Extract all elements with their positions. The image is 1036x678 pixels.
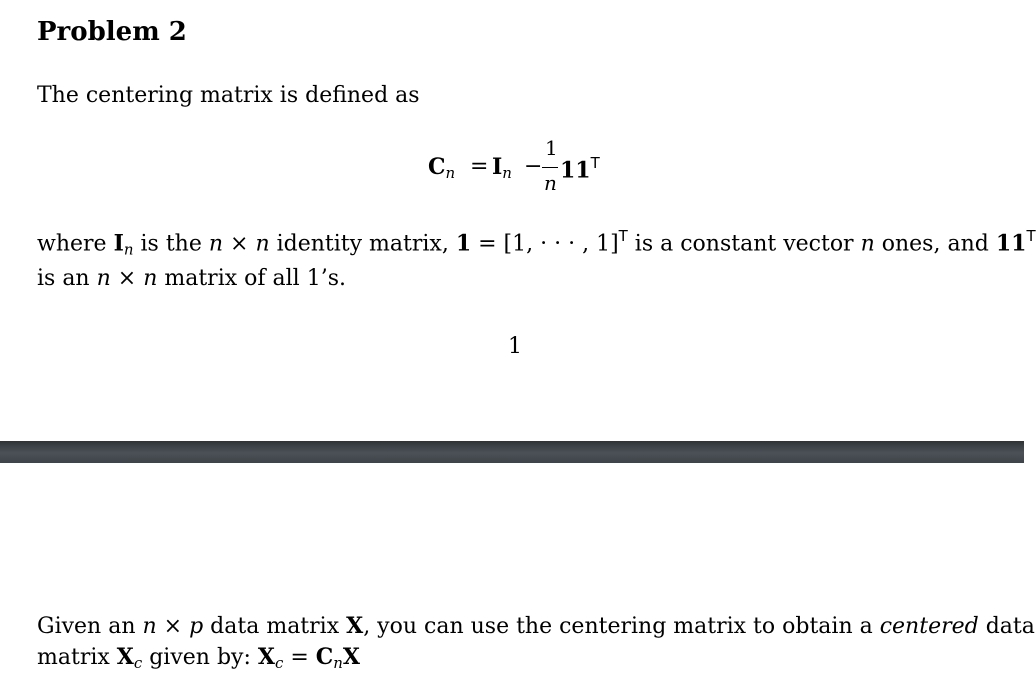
eq-equals: = (470, 154, 489, 179)
given-line-2: matrix $X_c$ given by: $X_c = C_nX$ (37, 644, 360, 673)
eq-identity-sub: n (502, 164, 512, 183)
problem-title: Problem 2 (37, 17, 187, 47)
where-line-2: is an n × n matrix of all 1’s. (37, 266, 346, 292)
where-line-1: where $I_n$ is the n × n identity matrix, 1 = [1, · · · , 1]$^T$ is a constant vector n ones, and $11^T$ (37, 227, 1036, 259)
eq-ones: 11 (560, 157, 591, 184)
eq-frac-den: n (544, 171, 557, 195)
eq-lhs: C (428, 154, 446, 180)
eq-lhs-sub: n (445, 164, 456, 183)
given-line-1: Given an n × p data matrix X, you can use the centering matrix to obtain a centered data (37, 613, 1035, 639)
eq-transpose: T (590, 154, 600, 172)
eq-identity: I (492, 154, 503, 180)
page-divider (0, 441, 1024, 463)
centered-emphasis: centered (879, 614, 979, 639)
given-paragraph (37, 611, 1035, 678)
eq-minus: − (524, 154, 543, 179)
where-paragraph (37, 221, 1036, 294)
intro-text: The centering matrix is defined as (37, 83, 420, 108)
page-number: 1 (508, 334, 522, 359)
eq-frac-bar (542, 167, 558, 168)
eq-frac-num: 1 (545, 136, 558, 160)
